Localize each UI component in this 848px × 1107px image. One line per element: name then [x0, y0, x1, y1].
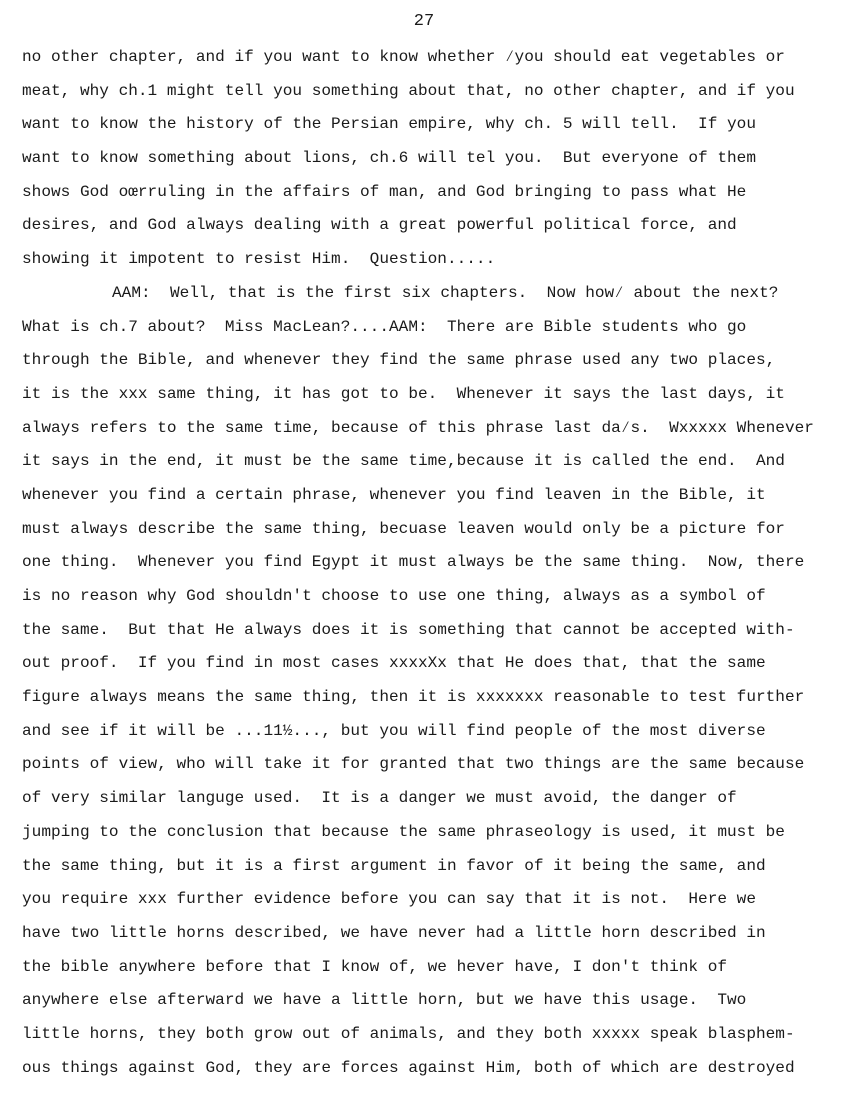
text-line: shows God oœrruling in the affairs of man, and God bringing to pass what He	[22, 182, 747, 201]
text-line: little horns, they both grow out of animals, and they both xxxxx speak blasphem-	[22, 1024, 795, 1043]
text-line: ous things against God, they are forces against Him, both of which are destroyed	[22, 1058, 795, 1077]
text-line: is no reason why God shouldn't choose to use one thing, always as a symbol of	[22, 587, 766, 605]
text-line: always refers to the same time, because of this phrase last da⁄s. Wxxxxx Whenever	[22, 418, 814, 437]
text-line: through the Bible, and whenever they find the same phrase used any two places,	[22, 351, 776, 370]
text-line: figure always means the same thing, then it is xxxxxxx reasonable to test further	[22, 688, 805, 707]
text-line: jumping to the conclusion that because the same phraseology is used, it must be	[22, 822, 785, 841]
text-line: no other chapter, and if you want to know whether ⁄you should eat vegetables or	[22, 48, 785, 66]
text-line: What is ch.7 about? Miss MacLean?....AAM: There are Bible students who go	[22, 317, 747, 336]
paragraph-start-line: AAM: Well, that is the first six chapters. Now how⁄ about the next?	[112, 283, 779, 302]
body-text	[22, 41, 848, 1085]
text-line: want to know the history of the Persian empire, why ch. 5 will tell. If you	[22, 115, 756, 134]
text-line: the bible anywhere before that I know of, we hever have, I don't think of	[22, 957, 728, 976]
text-line: points of view, who will take it for granted that two things are the same because	[22, 755, 805, 774]
text-line: must always describe the same thing, becuase leaven would only be a picture for	[22, 519, 785, 538]
text-line: it is the xxx same thing, it has got to be. Whenever it says the last days, it	[22, 384, 785, 403]
text-line: the same. But that He always does it is something that cannot be accepted with-	[22, 620, 795, 639]
text-line: the same thing, but it is a first argument in favor of it being the same, and	[22, 856, 766, 875]
text-line: it says in the end, it must be the same time,because it is called the end. And	[22, 452, 785, 471]
text-line: of very similar languge used. It is a danger we must avoid, the danger of	[22, 789, 737, 808]
text-line: showing it impotent to resist Him. Question.....	[22, 250, 496, 269]
text-line: out proof. If you find in most cases xxxxXx that He does that, that the same	[22, 654, 766, 673]
text-line: anywhere else afterward we have a little horn, but we have this usage. Two	[22, 991, 747, 1010]
text-line: whenever you find a certain phrase, whenever you find leaven in the Bible, it	[22, 485, 766, 504]
text-line: and see if it will be ...11½..., but you will find people of the most diverse	[22, 721, 766, 740]
text-line: you require xxx further evidence before you can say that it is not. Here we	[22, 890, 756, 909]
text-line: meat, why ch.1 might tell you something about that, no other chapter, and if you	[22, 81, 795, 100]
text-line: one thing. Whenever you find Egypt it must always be the same thing. Now, there	[22, 553, 805, 572]
page-number: 27	[413, 12, 435, 31]
text-line: want to know something about lions, ch.6 will tel you. But everyone of them	[22, 149, 756, 168]
text-line: have two little horns described, we have never had a little horn described in	[22, 923, 766, 942]
text-line: desires, and God always dealing with a great powerful political force, and	[22, 216, 737, 235]
